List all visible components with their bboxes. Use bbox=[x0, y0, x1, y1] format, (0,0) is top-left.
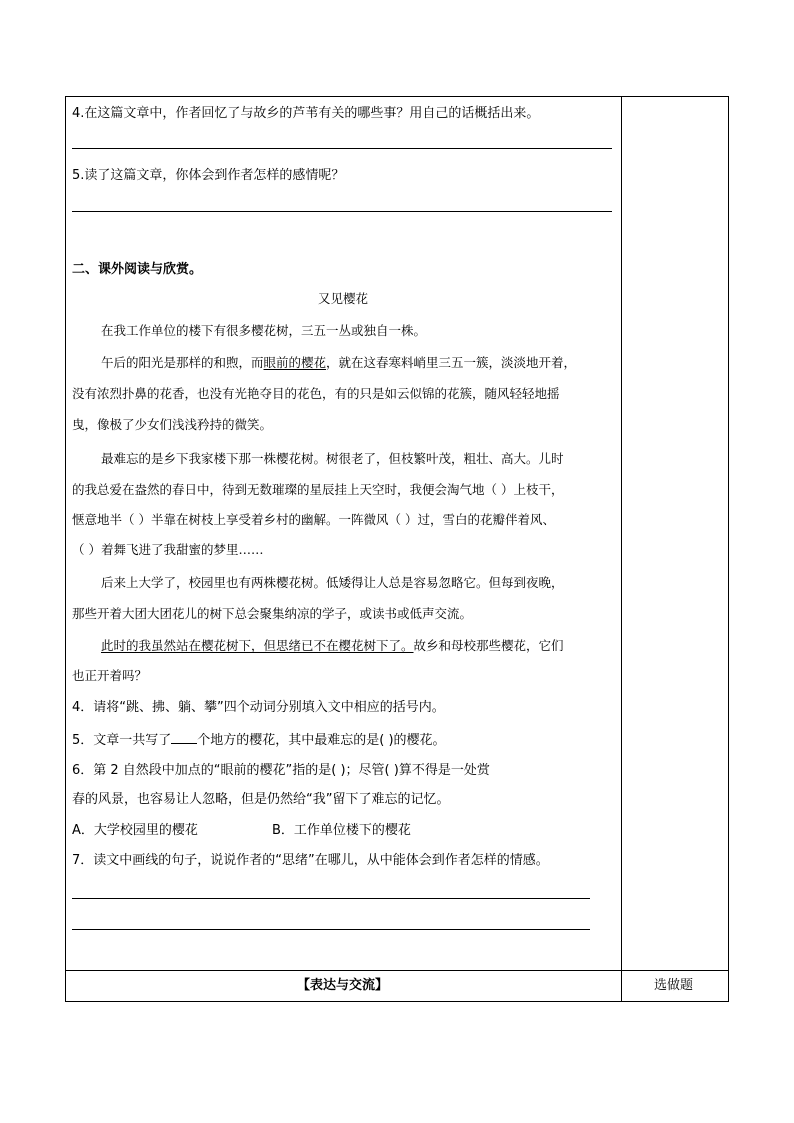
paragraph-2-line-3: 曳，像极了少女们浅浅矜持的微笑。 bbox=[72, 417, 273, 432]
paragraph-2-line-1 bbox=[101, 355, 576, 371]
article-title: 又见樱花 bbox=[318, 291, 369, 306]
exercise-6-line-2: 春的风景，也容易让人忽略，但是仍然给“我”留下了难忘的记忆。 bbox=[72, 792, 450, 807]
question-4: 4.在这篇文章中，作者回忆了与故乡的芦苇有关的哪些事？用自己的话概括出来。 bbox=[72, 106, 540, 121]
exercise-5 bbox=[72, 731, 446, 749]
paragraph-4-line-2: 那些开着大团大团花儿的树下总会聚集纳凉的学子，或读书或低声交流。 bbox=[72, 606, 473, 621]
underlined-sentence: 此时的我虽然站在樱花树下，但思绪已不在樱花树下了。 bbox=[101, 638, 414, 653]
paragraph-5-line-2: 也正开着吗？ bbox=[72, 668, 148, 683]
answer-line-e7-2[interactable] bbox=[72, 929, 590, 930]
exercise-6-line-1: 6．第 2 自然段中加点的“眼前的樱花”指的是( )；尽管( )算不得是一处赏 bbox=[72, 763, 490, 778]
section-label: 【表达与交流】 bbox=[297, 978, 389, 993]
paragraph-3-line-4: （ ）着舞飞进了我甜蜜的梦里…… bbox=[72, 542, 264, 557]
exercise-5-text: 5．文章一共写了 bbox=[72, 733, 172, 748]
exercise-6-option-a: A．大学校园里的樱花 bbox=[72, 823, 198, 838]
answer-line-q5[interactable] bbox=[72, 211, 612, 212]
paragraph-2-text: 午后的阳光是那样的和煦，而 bbox=[101, 355, 264, 370]
paragraph-3-line-1: 最难忘的是乡下我家楼下那一株樱花树。树很老了，但枝繁叶茂，粗壮、高大。儿时 bbox=[101, 451, 564, 466]
answer-line-e7-1[interactable] bbox=[72, 898, 590, 899]
column-divider bbox=[621, 97, 622, 1002]
paragraph-3-line-3: 惬意地半（ ）半靠在树枝上享受着乡村的幽解。一阵微风（ ）过，雪白的花瓣伴着风、 bbox=[72, 512, 555, 527]
paragraph-2-line-2: 没有浓烈扑鼻的花香，也没有光艳夺目的花色，有的只是如云似锦的花簇，随风轻轻地摇 bbox=[72, 386, 560, 401]
paragraph-2-text: ，就在这春寒料峭里三五一簇，淡淡地开着， bbox=[326, 355, 577, 370]
paragraph-1: 在我工作单位的楼下有很多樱花树，三五一丛或独自一株。 bbox=[101, 323, 427, 338]
paragraph-5-line-1 bbox=[101, 638, 564, 654]
paragraph-3-line-2: 的我总爱在盎然的春日中，待到无数璀璨的星辰挂上天空时，我便会淘气地（ ）上枝干， bbox=[72, 482, 564, 497]
question-5: 5.读了这篇文章，你体会到作者怎样的感情呢？ bbox=[72, 168, 345, 183]
exercise-7: 7．读文中画线的句子，说说作者的“思绪”在哪儿，从中能体会到作者怎样的情感。 bbox=[72, 853, 549, 868]
paragraph-4-line-1: 后来上大学了，校园里也有两株樱花树。低矮得让人总是容易忽略它。但每到夜晚， bbox=[101, 575, 564, 590]
row-divider bbox=[66, 970, 728, 971]
dotted-phrase: 眼前的樱花 bbox=[263, 355, 327, 370]
fill-blank[interactable] bbox=[171, 731, 197, 744]
exercise-4: 4．请将“跳、拂、躺、攀”四个动词分别填入文中相应的括号内。 bbox=[72, 700, 445, 715]
paragraph-5-text: 故乡和母校那些樱花，它们 bbox=[413, 638, 564, 653]
side-label: 选做题 bbox=[654, 978, 694, 993]
section-heading: 二、课外阅读与欣赏。 bbox=[72, 262, 203, 277]
answer-line-q4[interactable] bbox=[72, 148, 612, 149]
exercise-5-text: 个地方的樱花，其中最难忘的是( )的樱花。 bbox=[197, 733, 446, 748]
exercise-6-option-b: B．工作单位楼下的樱花 bbox=[272, 823, 411, 838]
